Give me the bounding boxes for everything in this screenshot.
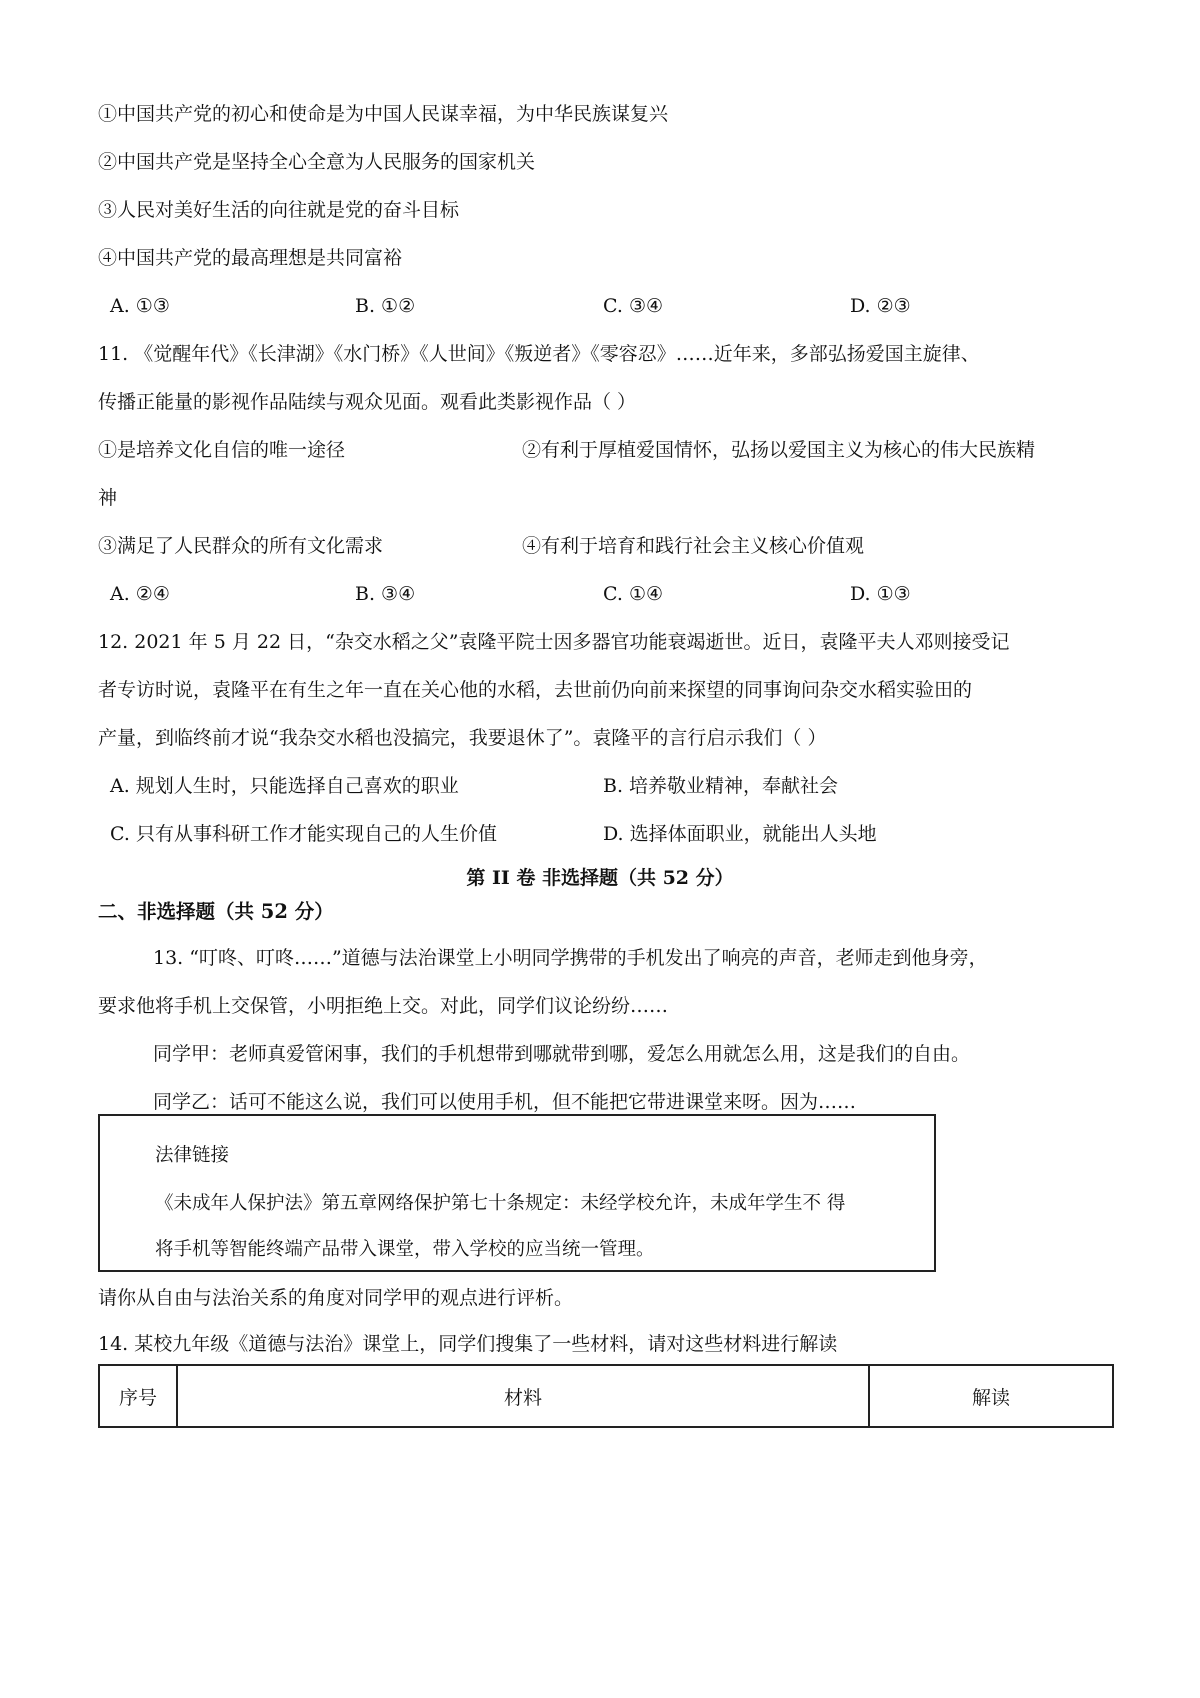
q10-statement-4: ④中国共产党的最高理想是共同富裕 [98, 247, 403, 269]
q12-option-b: B. 培养敬业精神，奉献社会 [603, 775, 839, 797]
q13-question: 请你从自由与法治关系的角度对同学甲的观点进行评析。 [98, 1287, 574, 1309]
q10-option-b: B. ①② [355, 295, 416, 317]
q11-option-b: B. ③④ [355, 583, 416, 605]
q13-stem-line-2: 要求他将手机上交保管，小明拒绝上交。对此，同学们议论纷纷…… [98, 995, 669, 1017]
section-heading: 二、非选择题（共 52 分） [98, 900, 334, 923]
table-header-index: 序号 [99, 1365, 177, 1427]
law-link-title: 法律链接 [155, 1145, 230, 1166]
q12-option-a: A. 规划人生时，只能选择自己喜欢的职业 [110, 775, 459, 797]
q11-option-d: D. ①③ [850, 583, 911, 605]
q12-option-c: C. 只有从事科研工作才能实现自己的人生价值 [110, 823, 497, 845]
q13-stem-line-1: 13. “叮咚、叮咚……”道德与法治课堂上小明同学携带的手机发出了响亮的声音，老师走到他身旁， [153, 947, 988, 969]
materials-table [98, 1364, 1114, 1428]
part2-heading: 第 II 卷 非选择题（共 52 分） [466, 867, 734, 889]
law-link-line-2: 将手机等智能终端产品带入课堂，带入学校的应当统一管理。 [155, 1239, 655, 1260]
q12-stem-line-1: 12. 2021 年 5 月 22 日，“杂交水稻之父”袁隆平院士因多器官功能衰竭逝世。近日，袁隆平夫人邓则接受记 [98, 631, 1010, 653]
q10-option-a: A. ①③ [110, 295, 170, 317]
q11-stem-line-1: 11. 《觉醒年代》《长津湖》《水门桥》《人世间》《叛逆者》《零容忍》……近年来，多部弘扬爱国主旋律、 [98, 343, 980, 365]
q11-statement-4: ④有利于培育和践行社会主义核心价值观 [522, 535, 865, 557]
q10-option-c: C. ③④ [603, 295, 664, 317]
q11-statement-2-cont: 神 [98, 487, 118, 509]
q11-statement-3: ③满足了人民群众的所有文化需求 [98, 535, 384, 557]
law-link-box [98, 1114, 936, 1272]
law-link-line-1: 《未成年人保护法》第五章网络保护第七十条规定：未经学校允许，未成年学生不 得 [155, 1193, 846, 1214]
q10-statement-1: ①中国共产党的初心和使命是为中国人民谋幸福，为中华民族谋复兴 [98, 103, 669, 125]
q11-statement-2: ②有利于厚植爱国情怀，弘扬以爱国主义为核心的伟大民族精 [522, 439, 1036, 461]
q10-statement-3: ③人民对美好生活的向往就是党的奋斗目标 [98, 199, 460, 221]
q11-stem-line-2: 传播正能量的影视作品陆续与观众见面。观看此类影视作品（ ） [98, 391, 637, 413]
table-header-material: 材料 [177, 1365, 869, 1427]
q10-statement-2: ②中国共产党是坚持全心全意为人民服务的国家机关 [98, 151, 536, 173]
q11-statement-1: ①是培养文化自信的唯一途径 [98, 439, 346, 461]
q12-option-d: D. 选择体面职业，就能出人头地 [603, 823, 877, 845]
q13-student-b: 同学乙：话可不能这么说，我们可以使用手机，但不能把它带进课堂来呀。因为…… [153, 1091, 857, 1113]
table-header-interpretation: 解读 [869, 1365, 1113, 1427]
q11-option-c: C. ①④ [603, 583, 664, 605]
q12-stem-line-3: 产量，到临终前才说“我杂交水稻也没搞完，我要退休了”。袁隆平的言行启示我们（ ） [98, 727, 827, 749]
table-header-row [99, 1365, 1113, 1427]
q11-option-a: A. ②④ [110, 583, 170, 605]
q14-stem: 14. 某校九年级《道德与法治》课堂上，同学们搜集了一些材料，请对这些材料进行解读 [98, 1333, 838, 1355]
q10-option-d: D. ②③ [850, 295, 911, 317]
q13-student-a: 同学甲：老师真爱管闲事，我们的手机想带到哪就带到哪，爱怎么用就怎么用，这是我们的自由。 [153, 1043, 971, 1065]
q12-stem-line-2: 者专访时说，袁隆平在有生之年一直在关心他的水稻，去世前仍向前来探望的同事询问杂交水稻实验田的 [98, 679, 973, 701]
